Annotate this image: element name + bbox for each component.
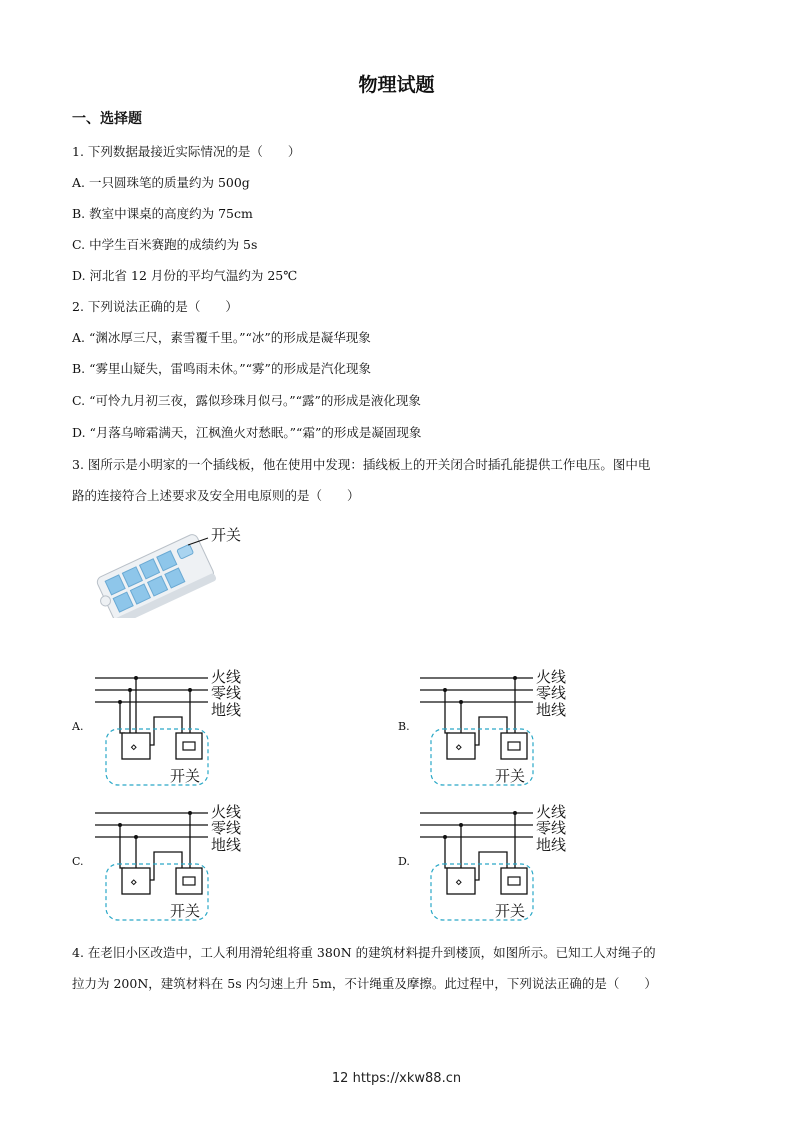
svg-text:⋄: ⋄ <box>455 875 463 889</box>
circuit-b-neutral-label: 零线 <box>536 684 567 702</box>
q4-stem-line2: 拉力为 200N，建筑材料在 5s 内匀速上升 5m，不计绳重及摩擦。此过程中，下列说法正确的是（ ） <box>72 976 657 991</box>
circuit-c-neutral-label: 零线 <box>211 819 242 837</box>
circuit-diagram-c <box>90 800 260 922</box>
circuit-d-switch-label: 开关 <box>495 902 526 920</box>
q2-stem: 2. 下列说法正确的是（ ） <box>72 299 238 314</box>
circuit-b-live-label: 火线 <box>536 668 567 686</box>
circuit-a-switch-label: 开关 <box>170 767 201 785</box>
q4-stem-line1: 4. 在老旧小区改造中，工人利用滑轮组将重 380N 的建筑材料提升到楼顶，如图所示。已知工人对绳子的 <box>72 945 656 960</box>
circuit-d-neutral-label: 零线 <box>536 819 567 837</box>
q2-option-c: C. “可怜九月初三夜，露似珍珠月似弓。”“露”的形成是液化现象 <box>72 393 421 408</box>
circuit-d-ground-label: 地线 <box>536 836 567 854</box>
circuit-diagram-a <box>90 665 260 787</box>
power-strip-switch-label: 开关 <box>211 526 242 544</box>
q2-option-b: B. “雾里山疑失，雷鸣雨未休。”“雾”的形成是汽化现象 <box>72 361 371 376</box>
q3-option-a-label: A. <box>72 720 84 733</box>
svg-text:⋄: ⋄ <box>130 740 138 754</box>
q3-option-c-label: C. <box>72 855 84 868</box>
q3-option-b-label: B. <box>398 720 410 733</box>
q3-stem-line1: 3. 图所示是小明家的一个插线板，他在使用中发现：插线板上的开关闭合时插孔能提供工作电压。图中电 <box>72 457 651 472</box>
circuit-a-ground-label: 地线 <box>211 701 242 719</box>
q1-option-d: D. 河北省 12 月份的平均气温约为 25℃ <box>72 268 298 283</box>
circuit-b-ground-label: 地线 <box>536 701 567 719</box>
circuit-diagram-d <box>415 800 585 922</box>
q2-option-a: A. “渊冰厚三尺，素雪覆千里。”“冰”的形成是凝华现象 <box>72 330 371 345</box>
circuit-a-live-label: 火线 <box>211 668 242 686</box>
circuit-c-ground-label: 地线 <box>211 836 242 854</box>
circuit-b-switch-label: 开关 <box>495 767 526 785</box>
q1-option-a: A. 一只圆珠笔的质量约为 500g <box>72 175 250 190</box>
circuit-diagram-b <box>415 665 585 787</box>
q2-option-d: D. “月落乌啼霜满天，江枫渔火对愁眠。”“霜”的形成是凝固现象 <box>72 425 422 440</box>
q1-option-b: B. 教室中课桌的高度约为 75cm <box>72 206 253 221</box>
circuit-d-live-label: 火线 <box>536 803 567 821</box>
svg-text:⋄: ⋄ <box>455 740 463 754</box>
page-footer: 12 https://xkw88.cn <box>331 1071 462 1086</box>
circuit-a-neutral-label: 零线 <box>211 684 242 702</box>
svg-text:⋄: ⋄ <box>130 875 138 889</box>
q3-stem-line2: 路的连接符合上述要求及安全用电原则的是（ ） <box>72 488 360 503</box>
page-title: 物理试题 <box>358 74 435 96</box>
circuit-c-switch-label: 开关 <box>170 902 201 920</box>
q1-stem: 1. 下列数据最接近实际情况的是（ ） <box>72 144 301 159</box>
circuit-c-live-label: 火线 <box>211 803 242 821</box>
q1-option-c: C. 中学生百米赛跑的成绩约为 5s <box>72 237 258 252</box>
q3-option-d-label: D. <box>398 855 410 868</box>
section-heading: 一、选择题 <box>72 111 142 127</box>
